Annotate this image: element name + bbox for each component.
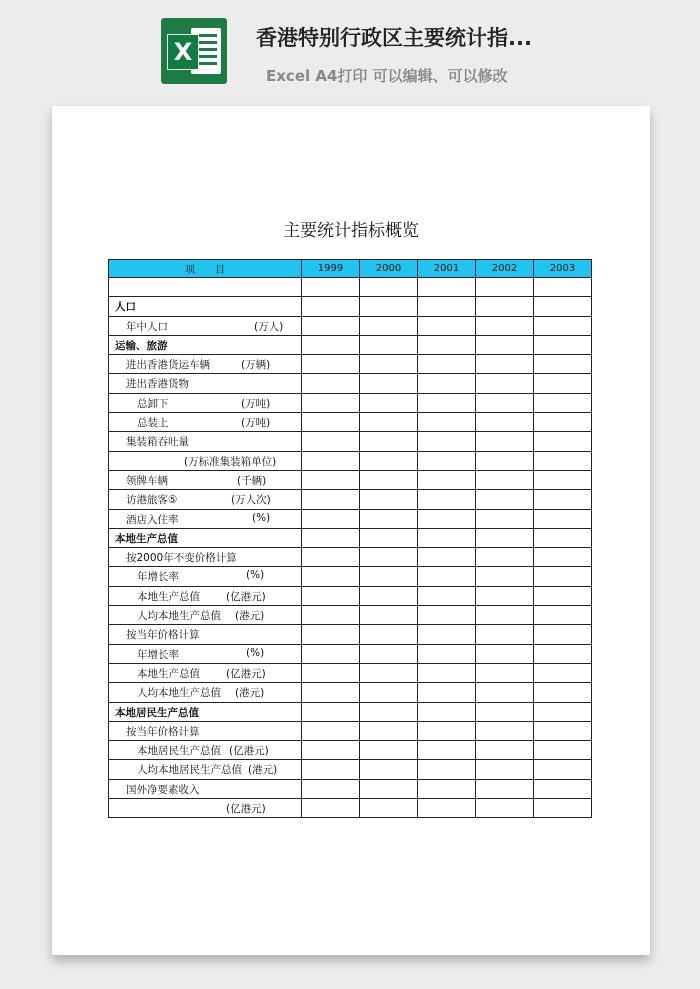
value-cell[interactable] <box>534 470 592 489</box>
value-cell[interactable] <box>360 799 418 818</box>
row-item-cell[interactable] <box>109 741 302 760</box>
table-row <box>109 509 592 528</box>
table-row <box>109 393 592 412</box>
table-row <box>109 799 592 818</box>
value-cell[interactable] <box>476 355 534 374</box>
value-cell[interactable] <box>360 393 418 412</box>
value-cell[interactable] <box>302 683 360 702</box>
row-label: 年中人口 <box>126 320 168 333</box>
value-cell[interactable] <box>418 355 476 374</box>
value-cell[interactable] <box>476 413 534 432</box>
value-cell[interactable] <box>418 548 476 567</box>
value-cell[interactable] <box>302 335 360 354</box>
value-cell[interactable] <box>476 548 534 567</box>
row-label: 人口 <box>115 301 136 314</box>
row-item-cell[interactable] <box>109 799 302 818</box>
value-cell[interactable] <box>476 432 534 451</box>
value-cell[interactable] <box>302 799 360 818</box>
table-row <box>109 490 592 509</box>
row-item-cell[interactable] <box>109 470 302 489</box>
row-item-cell[interactable] <box>109 432 302 451</box>
row-unit: (港元) <box>248 764 278 777</box>
row-unit: (亿港元) <box>226 590 266 603</box>
row-unit: (万吨) <box>241 417 271 430</box>
row-unit: (万标准集装箱单位) <box>184 455 277 468</box>
row-label: 人均本地生产总值 <box>137 687 221 700</box>
value-cell[interactable] <box>360 702 418 721</box>
table-row <box>109 470 592 489</box>
value-cell[interactable] <box>534 567 592 586</box>
value-cell[interactable] <box>360 567 418 586</box>
value-cell[interactable] <box>418 335 476 354</box>
value-cell[interactable] <box>534 702 592 721</box>
value-cell[interactable] <box>476 451 534 470</box>
value-cell[interactable] <box>302 509 360 528</box>
document-subtitle: Excel A4打印 可以编辑、可以修改 <box>266 67 508 85</box>
row-unit: (港元) <box>235 610 265 623</box>
value-cell[interactable] <box>476 297 534 316</box>
value-cell[interactable] <box>418 297 476 316</box>
value-cell[interactable] <box>302 413 360 432</box>
value-cell[interactable] <box>302 278 360 297</box>
value-cell[interactable] <box>418 760 476 779</box>
value-cell[interactable] <box>418 490 476 509</box>
value-cell[interactable] <box>418 663 476 682</box>
row-unit: (港元) <box>235 687 265 700</box>
row-label: 按当年价格计算 <box>126 725 200 738</box>
table-row <box>109 548 592 567</box>
row-unit: (千辆) <box>237 474 267 487</box>
value-cell[interactable] <box>534 528 592 547</box>
value-cell[interactable] <box>302 567 360 586</box>
row-label: 年增长率 <box>137 648 179 661</box>
row-item-cell[interactable] <box>109 528 302 547</box>
value-cell[interactable] <box>302 528 360 547</box>
table-row <box>109 451 592 470</box>
table-row <box>109 413 592 432</box>
value-cell[interactable] <box>418 779 476 798</box>
value-cell[interactable] <box>360 586 418 605</box>
value-cell[interactable] <box>418 683 476 702</box>
value-cell[interactable] <box>534 413 592 432</box>
value-cell[interactable] <box>534 683 592 702</box>
value-cell[interactable] <box>418 567 476 586</box>
value-cell[interactable] <box>302 760 360 779</box>
value-cell[interactable] <box>476 393 534 412</box>
row-label: 集装箱吞吐量 <box>126 436 189 449</box>
table-row <box>109 528 592 547</box>
value-cell[interactable] <box>476 644 534 663</box>
row-item-cell[interactable] <box>109 278 302 297</box>
excel-x-mark: X <box>167 34 199 70</box>
value-cell[interactable] <box>418 316 476 335</box>
row-item-cell[interactable] <box>109 586 302 605</box>
value-cell[interactable] <box>302 702 360 721</box>
value-cell[interactable] <box>360 683 418 702</box>
value-cell[interactable] <box>302 644 360 663</box>
value-cell[interactable] <box>360 374 418 393</box>
table-row <box>109 663 592 682</box>
value-cell[interactable] <box>476 702 534 721</box>
value-cell[interactable] <box>534 451 592 470</box>
row-label: 本地居民生产总值 <box>137 745 221 758</box>
row-item-cell[interactable] <box>109 683 302 702</box>
value-cell[interactable] <box>476 490 534 509</box>
value-cell[interactable] <box>418 721 476 740</box>
value-cell[interactable] <box>360 548 418 567</box>
value-cell[interactable] <box>302 393 360 412</box>
value-cell[interactable] <box>360 490 418 509</box>
value-cell[interactable] <box>360 316 418 335</box>
value-cell[interactable] <box>418 741 476 760</box>
row-label: 总装上 <box>137 417 169 430</box>
value-cell[interactable] <box>534 586 592 605</box>
sheet-title: 主要统计指标概览 <box>283 221 419 241</box>
value-cell[interactable] <box>418 625 476 644</box>
row-unit: (亿港元) <box>226 803 266 816</box>
value-cell[interactable] <box>360 297 418 316</box>
row-unit: (亿港元) <box>226 667 266 680</box>
value-cell[interactable] <box>534 779 592 798</box>
row-item-cell[interactable] <box>109 567 302 586</box>
row-item-cell[interactable] <box>109 644 302 663</box>
value-cell[interactable] <box>360 432 418 451</box>
row-unit: (亿港元) <box>229 745 269 758</box>
value-cell[interactable] <box>534 335 592 354</box>
value-cell[interactable] <box>302 451 360 470</box>
value-cell[interactable] <box>418 432 476 451</box>
row-item-cell[interactable] <box>109 297 302 316</box>
value-cell[interactable] <box>476 721 534 740</box>
row-label: 按当年价格计算 <box>126 629 200 642</box>
value-cell[interactable] <box>302 432 360 451</box>
row-label: 领牌车辆 <box>126 474 168 487</box>
value-cell[interactable] <box>418 393 476 412</box>
value-cell[interactable] <box>534 509 592 528</box>
row-label: 年增长率 <box>137 571 179 584</box>
column-header-year: 1999 <box>302 260 360 278</box>
row-label: 国外净要素收入 <box>126 783 200 796</box>
value-cell[interactable] <box>534 799 592 818</box>
value-cell[interactable] <box>360 644 418 663</box>
row-unit: (万辆) <box>241 359 271 372</box>
value-cell[interactable] <box>418 644 476 663</box>
value-cell[interactable] <box>302 586 360 605</box>
value-cell[interactable] <box>418 606 476 625</box>
table-row <box>109 702 592 721</box>
value-cell[interactable] <box>534 278 592 297</box>
value-cell[interactable] <box>476 278 534 297</box>
table-row <box>109 355 592 374</box>
value-cell[interactable] <box>534 644 592 663</box>
row-item-cell[interactable] <box>109 355 302 374</box>
row-label: 本地生产总值 <box>137 590 200 603</box>
paper-preview <box>52 106 650 955</box>
value-cell[interactable] <box>476 374 534 393</box>
value-cell[interactable] <box>302 663 360 682</box>
value-cell[interactable] <box>534 297 592 316</box>
table-row <box>109 432 592 451</box>
table-row <box>109 644 592 663</box>
value-cell[interactable] <box>302 548 360 567</box>
column-header-item: 项 目 <box>109 260 302 278</box>
row-label: 本地生产总值 <box>115 532 178 545</box>
row-item-cell[interactable] <box>109 702 302 721</box>
row-label: 按2000年不变价格计算 <box>126 552 237 565</box>
value-cell[interactable] <box>302 316 360 335</box>
value-cell[interactable] <box>302 490 360 509</box>
row-label: 访港旅客⑤ <box>126 494 178 507</box>
value-cell[interactable] <box>418 509 476 528</box>
row-item-cell[interactable] <box>109 393 302 412</box>
value-cell[interactable] <box>360 528 418 547</box>
value-cell[interactable] <box>534 548 592 567</box>
value-cell[interactable] <box>534 490 592 509</box>
table-row <box>109 316 592 335</box>
row-unit: (万人次) <box>231 494 271 507</box>
row-label: 人均本地居民生产总值 <box>137 764 242 777</box>
value-cell[interactable] <box>476 683 534 702</box>
row-label: 进出香港货物 <box>126 378 189 391</box>
row-label: 酒店入住率 <box>126 513 179 526</box>
value-cell[interactable] <box>534 374 592 393</box>
column-header-year: 2000 <box>360 260 418 278</box>
value-cell[interactable] <box>302 625 360 644</box>
value-cell[interactable] <box>360 278 418 297</box>
row-item-cell[interactable] <box>109 779 302 798</box>
value-cell[interactable] <box>476 606 534 625</box>
column-header-year: 2003 <box>534 260 592 278</box>
table-row <box>109 741 592 760</box>
value-cell[interactable] <box>534 432 592 451</box>
value-cell[interactable] <box>302 297 360 316</box>
value-cell[interactable] <box>418 470 476 489</box>
value-cell[interactable] <box>534 760 592 779</box>
value-cell[interactable] <box>360 779 418 798</box>
value-cell[interactable] <box>302 355 360 374</box>
row-unit: (万吨) <box>241 397 271 410</box>
value-cell[interactable] <box>418 374 476 393</box>
row-item-cell[interactable] <box>109 548 302 567</box>
value-cell[interactable] <box>476 741 534 760</box>
row-item-cell[interactable] <box>109 606 302 625</box>
value-cell[interactable] <box>360 760 418 779</box>
value-cell[interactable] <box>476 509 534 528</box>
value-cell[interactable] <box>418 528 476 547</box>
value-cell[interactable] <box>360 509 418 528</box>
value-cell[interactable] <box>476 586 534 605</box>
value-cell[interactable] <box>360 663 418 682</box>
table-row <box>109 278 592 297</box>
value-cell[interactable] <box>476 528 534 547</box>
row-label: 本地居民生产总值 <box>115 706 199 719</box>
row-item-cell[interactable] <box>109 721 302 740</box>
table-body <box>109 278 592 818</box>
value-cell[interactable] <box>418 702 476 721</box>
table-row <box>109 721 592 740</box>
value-cell[interactable] <box>360 721 418 740</box>
row-item-cell[interactable] <box>109 490 302 509</box>
table-row <box>109 625 592 644</box>
value-cell[interactable] <box>476 567 534 586</box>
row-label: 总卸下 <box>137 397 169 410</box>
value-cell[interactable] <box>534 721 592 740</box>
row-item-cell[interactable] <box>109 374 302 393</box>
value-cell[interactable] <box>360 606 418 625</box>
value-cell[interactable] <box>418 799 476 818</box>
value-cell[interactable] <box>302 779 360 798</box>
table-row <box>109 567 592 586</box>
value-cell[interactable] <box>360 741 418 760</box>
row-item-cell[interactable] <box>109 760 302 779</box>
value-cell[interactable] <box>360 625 418 644</box>
table-row <box>109 586 592 605</box>
column-header-year: 2001 <box>418 260 476 278</box>
value-cell[interactable] <box>476 316 534 335</box>
value-cell[interactable] <box>476 799 534 818</box>
table-row <box>109 335 592 354</box>
row-label: 人均本地生产总值 <box>137 610 221 623</box>
table-row <box>109 374 592 393</box>
row-item-cell[interactable] <box>109 625 302 644</box>
row-item-cell[interactable] <box>109 335 302 354</box>
value-cell[interactable] <box>534 663 592 682</box>
table-row <box>109 779 592 798</box>
row-unit: (%) <box>252 511 271 524</box>
value-cell[interactable] <box>360 451 418 470</box>
row-item-cell[interactable] <box>109 451 302 470</box>
row-label: 本地生产总值 <box>137 667 200 680</box>
row-unit: (%) <box>246 569 265 582</box>
value-cell[interactable] <box>534 355 592 374</box>
value-cell[interactable] <box>476 335 534 354</box>
value-cell[interactable] <box>360 335 418 354</box>
row-item-cell[interactable] <box>109 413 302 432</box>
table-row <box>109 683 592 702</box>
value-cell[interactable] <box>534 316 592 335</box>
row-item-cell[interactable] <box>109 509 302 528</box>
value-cell[interactable] <box>418 451 476 470</box>
excel-icon <box>161 18 227 84</box>
value-cell[interactable] <box>476 663 534 682</box>
value-cell[interactable] <box>302 741 360 760</box>
value-cell[interactable] <box>302 721 360 740</box>
table-row <box>109 606 592 625</box>
row-label: 进出香港货运车辆 <box>126 359 210 372</box>
column-header-year: 2002 <box>476 260 534 278</box>
row-label: 运输、旅游 <box>115 339 168 352</box>
value-cell[interactable] <box>418 413 476 432</box>
table-row <box>109 760 592 779</box>
value-cell[interactable] <box>360 355 418 374</box>
value-cell[interactable] <box>418 586 476 605</box>
value-cell[interactable] <box>534 625 592 644</box>
value-cell[interactable] <box>534 393 592 412</box>
value-cell[interactable] <box>302 606 360 625</box>
row-unit: (%) <box>246 646 265 659</box>
value-cell[interactable] <box>476 760 534 779</box>
value-cell[interactable] <box>360 413 418 432</box>
value-cell[interactable] <box>302 470 360 489</box>
value-cell[interactable] <box>418 278 476 297</box>
document-title: 香港特别行政区主要统计指... <box>256 26 532 50</box>
statistics-table <box>108 259 592 818</box>
row-unit: (万人) <box>254 320 284 333</box>
page-header <box>0 0 700 100</box>
value-cell[interactable] <box>360 470 418 489</box>
value-cell[interactable] <box>534 741 592 760</box>
value-cell[interactable] <box>476 625 534 644</box>
value-cell[interactable] <box>476 470 534 489</box>
value-cell[interactable] <box>302 374 360 393</box>
value-cell[interactable] <box>534 606 592 625</box>
value-cell[interactable] <box>476 779 534 798</box>
table-header-row <box>109 260 592 278</box>
row-item-cell[interactable] <box>109 316 302 335</box>
row-item-cell[interactable] <box>109 663 302 682</box>
table-row <box>109 297 592 316</box>
